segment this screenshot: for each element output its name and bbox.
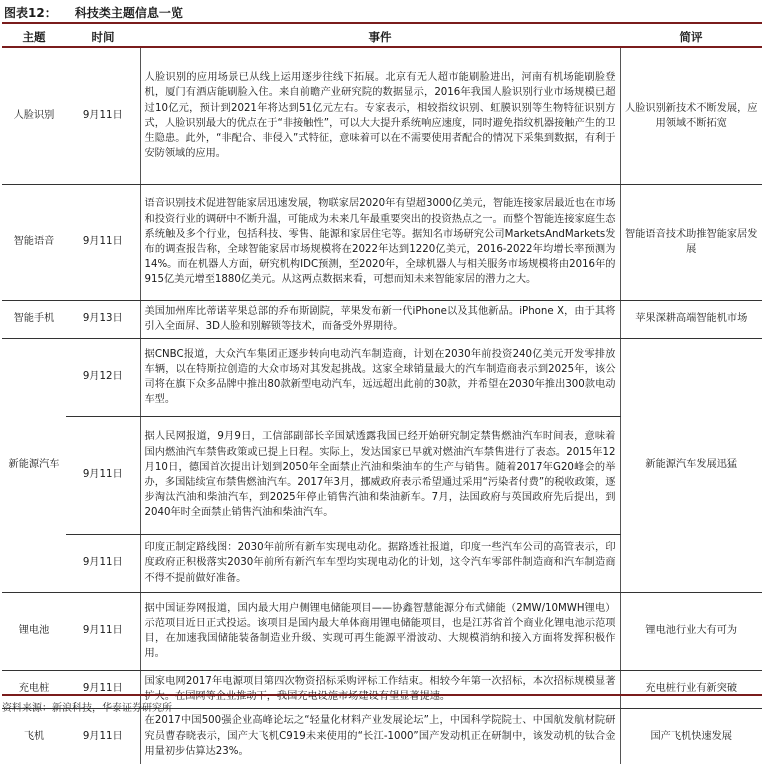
event-cell: 据中国证券网报道，国内最大用户侧锂电储能项目——协鑫智慧能源分布式储能（2MW/10MWH锂电）示范项目近日正式投运。该项目是国内最大单体商用锂电储能项目，也是江苏省首个商业化锂电池示范项目，在加速我国储能装备制造业升级、实现可再生能源平滑波动、大规模消纳和接入方面将发挥积极作用。 bbox=[140, 592, 620, 670]
subject-cell: 人脸识别 bbox=[2, 47, 66, 184]
comment-cell: 人脸识别新技术不断发展，应用领域不断拓宽 bbox=[620, 47, 762, 184]
time-cell: 9月11日 bbox=[66, 184, 140, 300]
subject-cell: 智能手机 bbox=[2, 300, 66, 338]
subject-cell: 新能源汽车 bbox=[2, 338, 66, 592]
figure-label: 图表12： bbox=[4, 6, 57, 20]
table-row bbox=[2, 184, 762, 300]
event-cell: 据CNBC报道，大众汽车集团正逐步转向电动汽车制造商，计划在2030年前投资240亿美元开发零排放车辆，以在特斯拉创造的大众市场对其发起挑战。这家全球销量最大的汽车制造商表示到2025年，该公司将在旗下众多品牌中推出80款新型电动汽车，远远超出此前的30款，并希望在2030年推出300款电动车型。 bbox=[140, 338, 620, 416]
col-header-event: 事件 bbox=[140, 27, 620, 47]
event-cell: 据人民网报道，9月9日，工信部副部长辛国斌透露我国已经开始研究制定禁售燃油汽车时间表，意味着国内燃油汽车禁售政策或已提上日程。实际上，发达国家已早就对燃油汽车禁售进行了表态。2015年12月10日，德国首次提出计划到2050年全面禁止汽油和柴油车的生产与销售。随着2017年G20峰会的举办，多国陆续宣布禁售燃油汽车。2017年3月，挪威政府表示希望通过采用“污染者付费”的税收政策，逐步淘汰汽油和柴油汽车，到2025年停止销售汽油和柴油新车。7月，法国政府与英国政府先后提出，到2040年时全面禁止销售汽油和柴油汽车。 bbox=[140, 416, 620, 534]
event-cell: 国家电网2017年电源项目第四次物资招标采购评标工作结束。相较今年第一次招标，本次招标规模显著扩大。在国网等企业推动下，我国充电设施市场建设有望显著提速。 bbox=[140, 670, 620, 708]
time-cell: 9月11日 bbox=[66, 416, 140, 534]
time-cell: 9月11日 bbox=[66, 47, 140, 184]
comment-cell: 锂电池行业大有可为 bbox=[620, 592, 762, 670]
table-row bbox=[2, 338, 762, 416]
subject-cell: 智能语音 bbox=[2, 184, 66, 300]
event-cell: 语音识别技术促进智能家居迅速发展，物联家居2020年有望超3000亿美元，智能连接家居最近也在市场和投资行业的调研中不断升温，可能成为未来几年最重要突出的投资热点之一。而整个智能连接家庭生态系统触及多个行业，包括科技、零售、能源和家居住宅等。据知名市场研究公司MarketsAndMarkets发布的调查报告称，全球智能家居市场规模将在2022年达到1220亿美元，2016-2022年均增长率预测为14%。而在机器人方面，研究机构IDC预测，至2020年，全球机器人与相关服务市场规模将由2016年的915亿美元增至1880亿美元。从这两点数据来看，可想而知未来智能家居的潜力之大。 bbox=[140, 184, 620, 300]
subject-cell: 飞机 bbox=[23, 730, 45, 742]
col-header-comment: 简评 bbox=[620, 27, 762, 47]
info-table bbox=[2, 27, 762, 764]
time-cell: 9月11日 bbox=[66, 592, 140, 670]
subject-cell: 充电桩 bbox=[2, 670, 66, 708]
time-cell: 9月11日 bbox=[82, 730, 123, 742]
event-cell: 印度正制定路线图：2030年前所有新车实现电动化。据路透社报道，印度一些汽车公司的高管表示，印度政府正积极落实2030年前所有新汽车车型均实现电动化的计划，这令汽车零部件制造商和汽车制造商不得不提前做好准备。 bbox=[140, 534, 620, 592]
comment-cell: 国产飞机快速发展 bbox=[650, 730, 732, 742]
comment-cell: 智能语音技术助推智能家居发展 bbox=[620, 184, 762, 300]
comment-cell: 新能源汽车发展迅猛 bbox=[620, 338, 762, 592]
comment-cell: 充电桩行业有新突破 bbox=[620, 670, 762, 708]
table-row bbox=[2, 592, 762, 670]
subject-cell: 锂电池 bbox=[2, 592, 66, 670]
figure-name: 科技类主题信息一览 bbox=[74, 6, 183, 20]
time-cell: 9月12日 bbox=[66, 338, 140, 416]
comment-cell: 苹果深耕高端智能机市场 bbox=[620, 300, 762, 338]
time-cell: 9月13日 bbox=[66, 300, 140, 338]
col-header-time: 时间 bbox=[66, 27, 140, 47]
table-row bbox=[2, 47, 762, 184]
col-header-subject: 主题 bbox=[2, 27, 66, 47]
event-cell: 在2017中国500强企业高峰论坛之“轻量化材料产业发展论坛”上，中国科学院院士、中国航发航材院研究员曹春晓表示，国产大飞机C919未来使用的“长江-1000”国产发动机正在研制中，该发动机的钛合金用量初步估算达23%。 bbox=[140, 708, 620, 764]
table-title bbox=[2, 2, 762, 24]
table-row bbox=[2, 300, 762, 338]
time-cell: 9月11日 bbox=[66, 534, 140, 592]
event-cell: 人脸识别的应用场景已从线上运用逐步往线下拓展。北京有无人超市能刷脸进出，河南有机场能刷脸登机，厦门有酒店能刷脸入住。来自前瞻产业研究院的数据显示，2016年我国人脸识别行业市场规模已超过10亿元，预计到2021年将达到51亿元左右。专家表示，相较指纹识别、虹膜识别等生物特征识别方式，人脸识别最大的优点在于“非接触性”，可以大大提升系统响应速度，同时避免指纹机器接触产生的卫生隐患。此外，“非配合、非侵入”式特征，意味着可以在不需要使用者配合的情况下采集到数据，有利于安防领域的应用。 bbox=[140, 47, 620, 184]
time-cell: 9月11日 bbox=[66, 670, 140, 708]
source-note: 资料来源：新浪科技，华泰证券研究所 bbox=[2, 694, 762, 714]
table-header-row bbox=[2, 27, 762, 47]
event-cell: 美国加州库比蒂诺苹果总部的乔布斯剧院，苹果发布新一代iPhone以及其他新品。iPhone X，由于其将引入全面屏、3D人脸和别解锁等技术，而备受外界期待。 bbox=[140, 300, 620, 338]
table-row bbox=[2, 708, 762, 764]
